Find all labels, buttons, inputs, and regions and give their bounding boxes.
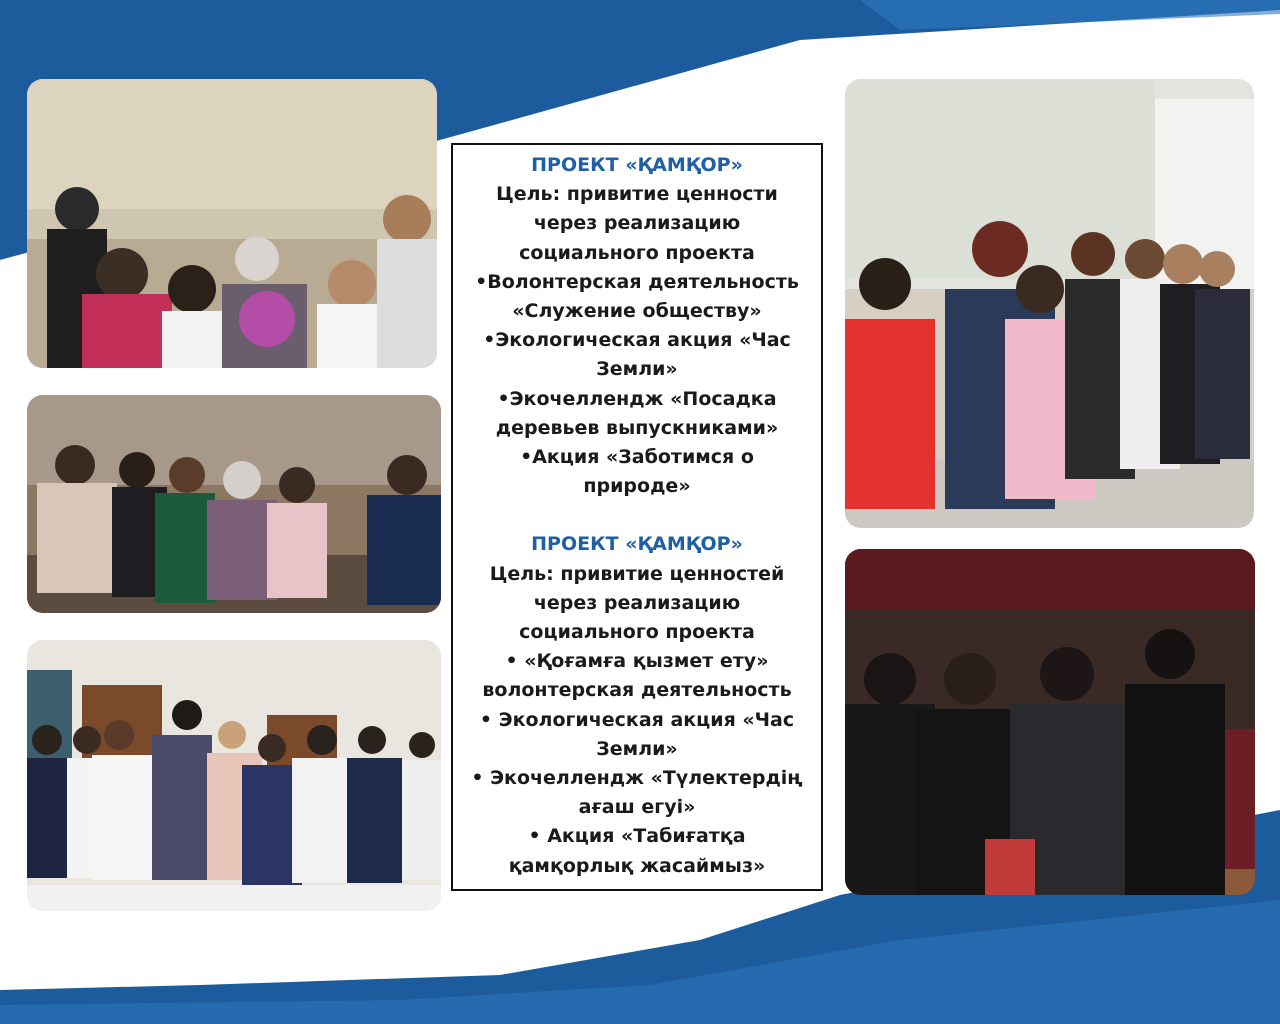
text-line: социального проекта	[519, 621, 755, 644]
text-line: Цель: привитие ценности	[496, 183, 778, 206]
text-line: •Экочеллендж «Посадка	[497, 387, 777, 410]
project-block-ru	[453, 151, 821, 501]
photo-volunteers-with-elderly-woman-flowers	[27, 79, 437, 368]
text-line: деревьев выпускниками»	[495, 416, 779, 439]
text-line: волонтерская деятельность	[482, 679, 792, 702]
project-title: ПРОЕКТ «ҚАМҚОР»	[531, 533, 743, 556]
text-line: Земли»	[596, 737, 678, 760]
text-line: природе»	[583, 475, 691, 498]
text-line: Цель: привитие ценностей	[489, 562, 785, 585]
text-line: • Экочеллендж «Түлектердің	[471, 767, 803, 790]
photo-school-group-classroom	[27, 640, 441, 911]
text-line: «Служение обществу»	[512, 300, 762, 323]
text-line: •Волонтерская деятельность	[475, 270, 799, 293]
photo-women-and-girls-at-home	[845, 549, 1255, 895]
text-line: •Экологическая акция «Час	[483, 329, 791, 352]
top-blue-band-light	[860, 0, 1280, 30]
text-line: через реализацию	[533, 591, 741, 614]
text-line: қамқорлық жасаймыз»	[508, 854, 766, 877]
project-block-kz	[453, 530, 821, 880]
text-line: • «Қоғамға қызмет ету»	[505, 650, 769, 673]
text-line: • Акция «Табиғатқа	[528, 825, 746, 848]
text-line: • Экологическая акция «Час	[479, 708, 795, 731]
text-line: через реализацию	[533, 212, 741, 235]
text-line: социального проекта	[519, 241, 755, 264]
photo-family-with-teens-sofa	[845, 79, 1254, 528]
text-line: ағаш егуі»	[578, 796, 696, 819]
text-line: Земли»	[596, 358, 678, 381]
project-title: ПРОЕКТ «ҚАМҚОР»	[531, 154, 743, 176]
text-line: •Акция «Заботимся о	[520, 446, 754, 469]
project-description-box	[451, 143, 823, 891]
photo-students-with-elderly-woman-sofa	[27, 395, 441, 613]
